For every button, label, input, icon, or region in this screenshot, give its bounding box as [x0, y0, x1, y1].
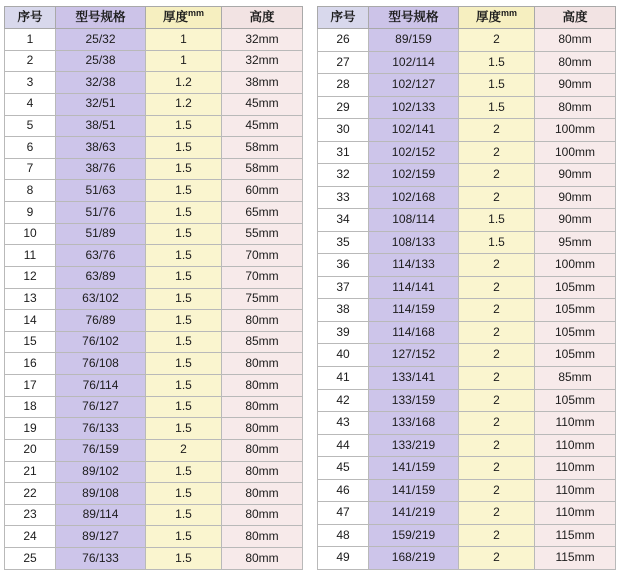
- column-header-thickness: [146, 7, 222, 29]
- cell-thickness: 1: [146, 29, 222, 51]
- cell-height: 80mm: [222, 439, 303, 461]
- cell-model: 89/114: [56, 504, 146, 526]
- cell-model: 25/38: [56, 50, 146, 72]
- cell-index: 28: [318, 74, 369, 97]
- cell-thickness: 2: [459, 389, 535, 412]
- cell-model: 141/219: [369, 502, 459, 525]
- cell-model: 108/114: [369, 209, 459, 232]
- cell-model: 114/168: [369, 321, 459, 344]
- cell-height: 100mm: [535, 254, 616, 277]
- cell-height: 38mm: [222, 72, 303, 94]
- cell-thickness: 2: [459, 119, 535, 142]
- cell-height: 105mm: [535, 276, 616, 299]
- table-row: [318, 412, 616, 435]
- cell-index: 17: [5, 375, 56, 397]
- cell-model: 141/159: [369, 479, 459, 502]
- column-header-index: 序号: [318, 7, 369, 29]
- cell-index: 31: [318, 141, 369, 164]
- column-header-thickness: [459, 7, 535, 29]
- table-row: [5, 331, 303, 353]
- cell-thickness: 1.5: [146, 158, 222, 180]
- cell-thickness: 1.5: [146, 548, 222, 570]
- cell-model: 25/32: [56, 29, 146, 51]
- cell-thickness: 2: [459, 366, 535, 389]
- cell-thickness: 2: [459, 524, 535, 547]
- cell-index: 33: [318, 186, 369, 209]
- cell-height: 115mm: [535, 547, 616, 570]
- table-row: [318, 547, 616, 570]
- cell-index: 19: [5, 418, 56, 440]
- cell-height: 110mm: [535, 502, 616, 525]
- cell-model: 89/102: [56, 461, 146, 483]
- cell-index: 27: [318, 51, 369, 74]
- cell-thickness: 2: [146, 439, 222, 461]
- cell-height: 75mm: [222, 288, 303, 310]
- cell-index: 18: [5, 396, 56, 418]
- cell-height: 80mm: [535, 96, 616, 119]
- header-row: [318, 7, 616, 29]
- cell-height: 80mm: [222, 548, 303, 570]
- cell-height: 80mm: [535, 51, 616, 74]
- cell-height: 100mm: [535, 119, 616, 142]
- cell-thickness: 2: [459, 547, 535, 570]
- column-header-thickness-text: 厚度: [162, 10, 188, 24]
- cell-index: 48: [318, 524, 369, 547]
- cell-index: 38: [318, 299, 369, 322]
- cell-index: 39: [318, 321, 369, 344]
- cell-index: 1: [5, 29, 56, 51]
- cell-thickness: 1.5: [459, 231, 535, 254]
- cell-height: 110mm: [535, 412, 616, 435]
- cell-thickness: 1.5: [146, 202, 222, 224]
- table-row: [318, 164, 616, 187]
- cell-thickness: 2: [459, 29, 535, 52]
- cell-height: 85mm: [222, 331, 303, 353]
- cell-height: 70mm: [222, 245, 303, 267]
- cell-thickness: 2: [459, 412, 535, 435]
- table-row: [318, 321, 616, 344]
- cell-model: 133/141: [369, 366, 459, 389]
- cell-model: 102/133: [369, 96, 459, 119]
- cell-height: 80mm: [222, 418, 303, 440]
- cell-model: 127/152: [369, 344, 459, 367]
- cell-thickness: 2: [459, 141, 535, 164]
- cell-height: 32mm: [222, 29, 303, 51]
- cell-index: 11: [5, 245, 56, 267]
- cell-height: 110mm: [535, 479, 616, 502]
- cell-index: 24: [5, 526, 56, 548]
- cell-index: 41: [318, 366, 369, 389]
- cell-thickness: 1.5: [459, 96, 535, 119]
- table-row: [318, 299, 616, 322]
- cell-model: 114/133: [369, 254, 459, 277]
- cell-thickness: 1.5: [146, 245, 222, 267]
- table-row: [318, 434, 616, 457]
- cell-model: 32/51: [56, 93, 146, 115]
- table-row: [5, 483, 303, 505]
- cell-height: 105mm: [535, 321, 616, 344]
- cell-height: 90mm: [535, 209, 616, 232]
- table-row: [5, 115, 303, 137]
- cell-height: 105mm: [535, 389, 616, 412]
- cell-thickness: 1.5: [146, 137, 222, 159]
- cell-model: 133/168: [369, 412, 459, 435]
- cell-height: 45mm: [222, 93, 303, 115]
- cell-index: 16: [5, 353, 56, 375]
- cell-index: 30: [318, 119, 369, 142]
- cell-index: 13: [5, 288, 56, 310]
- cell-model: 76/127: [56, 396, 146, 418]
- table-row: [318, 502, 616, 525]
- cell-model: 51/76: [56, 202, 146, 224]
- cell-height: 58mm: [222, 137, 303, 159]
- cell-index: 34: [318, 209, 369, 232]
- cell-model: 51/89: [56, 223, 146, 245]
- cell-thickness: 2: [459, 479, 535, 502]
- cell-index: 46: [318, 479, 369, 502]
- table-body-left: [5, 29, 303, 570]
- cell-index: 7: [5, 158, 56, 180]
- cell-index: 42: [318, 389, 369, 412]
- table-row: [5, 223, 303, 245]
- table-row: [318, 209, 616, 232]
- cell-model: 76/133: [56, 418, 146, 440]
- cell-height: 80mm: [222, 396, 303, 418]
- cell-model: 133/219: [369, 434, 459, 457]
- table-row: [318, 479, 616, 502]
- cell-model: 114/141: [369, 276, 459, 299]
- cell-thickness: 2: [459, 321, 535, 344]
- cell-index: 37: [318, 276, 369, 299]
- column-header-thickness-unit: mm: [501, 7, 518, 18]
- cell-index: 23: [5, 504, 56, 526]
- cell-thickness: 1.2: [146, 93, 222, 115]
- cell-thickness: 2: [459, 254, 535, 277]
- table-row: [318, 389, 616, 412]
- table-row: [318, 74, 616, 97]
- cell-index: 12: [5, 266, 56, 288]
- cell-thickness: 1.5: [146, 504, 222, 526]
- cell-thickness: 2: [459, 276, 535, 299]
- cell-model: 102/168: [369, 186, 459, 209]
- table-row: [5, 418, 303, 440]
- cell-thickness: 1.5: [146, 331, 222, 353]
- cell-thickness: 2: [459, 344, 535, 367]
- table-header-right: [318, 7, 616, 29]
- table-row: [5, 526, 303, 548]
- cell-thickness: 1.5: [146, 418, 222, 440]
- table-row: [318, 141, 616, 164]
- table-row: [5, 50, 303, 72]
- cell-thickness: 1.5: [146, 353, 222, 375]
- cell-index: 36: [318, 254, 369, 277]
- cell-thickness: 1.5: [146, 483, 222, 505]
- cell-index: 47: [318, 502, 369, 525]
- cell-model: 38/63: [56, 137, 146, 159]
- cell-thickness: 2: [459, 502, 535, 525]
- cell-index: 29: [318, 96, 369, 119]
- table-row: [318, 366, 616, 389]
- cell-model: 89/127: [56, 526, 146, 548]
- cell-model: 38/51: [56, 115, 146, 137]
- header-row: [5, 7, 303, 29]
- cell-index: 4: [5, 93, 56, 115]
- cell-height: 70mm: [222, 266, 303, 288]
- cell-index: 8: [5, 180, 56, 202]
- cell-height: 105mm: [535, 299, 616, 322]
- cell-height: 90mm: [535, 186, 616, 209]
- cell-index: 21: [5, 461, 56, 483]
- table-row: [318, 231, 616, 254]
- cell-height: 80mm: [222, 526, 303, 548]
- cell-model: 51/63: [56, 180, 146, 202]
- cell-thickness: 1.5: [146, 266, 222, 288]
- cell-height: 45mm: [222, 115, 303, 137]
- cell-model: 133/159: [369, 389, 459, 412]
- table-row: [5, 288, 303, 310]
- column-header-height: 高度: [222, 7, 303, 29]
- cell-index: 5: [5, 115, 56, 137]
- table-row: [318, 344, 616, 367]
- cell-index: 6: [5, 137, 56, 159]
- cell-index: 44: [318, 434, 369, 457]
- cell-height: 80mm: [222, 310, 303, 332]
- cell-thickness: 1.2: [146, 72, 222, 94]
- cell-model: 114/159: [369, 299, 459, 322]
- cell-height: 55mm: [222, 223, 303, 245]
- table-row: [5, 29, 303, 51]
- table-row: [5, 245, 303, 267]
- cell-index: 26: [318, 29, 369, 52]
- cell-index: 25: [5, 548, 56, 570]
- spec-table-left: [4, 6, 303, 570]
- cell-thickness: 2: [459, 434, 535, 457]
- cell-height: 80mm: [535, 29, 616, 52]
- column-header-height: 高度: [535, 7, 616, 29]
- cell-height: 110mm: [535, 457, 616, 480]
- cell-model: 76/114: [56, 375, 146, 397]
- cell-index: 49: [318, 547, 369, 570]
- cell-thickness: 1: [146, 50, 222, 72]
- cell-model: 38/76: [56, 158, 146, 180]
- cell-index: 14: [5, 310, 56, 332]
- table-row: [318, 276, 616, 299]
- cell-model: 32/38: [56, 72, 146, 94]
- table-row: [5, 396, 303, 418]
- spec-table-right: [317, 6, 616, 570]
- cell-height: 110mm: [535, 434, 616, 457]
- table-row: [318, 457, 616, 480]
- cell-model: 159/219: [369, 524, 459, 547]
- table-row: [5, 504, 303, 526]
- table-row: [318, 119, 616, 142]
- cell-height: 80mm: [222, 375, 303, 397]
- cell-model: 108/133: [369, 231, 459, 254]
- cell-model: 89/108: [56, 483, 146, 505]
- cell-thickness: 1.5: [146, 223, 222, 245]
- cell-thickness: 1.5: [146, 180, 222, 202]
- cell-thickness: 1.5: [146, 115, 222, 137]
- cell-index: 35: [318, 231, 369, 254]
- cell-model: 89/159: [369, 29, 459, 52]
- cell-index: 9: [5, 202, 56, 224]
- cell-thickness: 1.5: [459, 51, 535, 74]
- cell-model: 76/102: [56, 331, 146, 353]
- cell-model: 102/152: [369, 141, 459, 164]
- column-header-model: 型号规格: [56, 7, 146, 29]
- column-header-index: 序号: [5, 7, 56, 29]
- table-row: [5, 180, 303, 202]
- table-row: [5, 461, 303, 483]
- table-row: [318, 186, 616, 209]
- cell-thickness: 1.5: [146, 288, 222, 310]
- cell-index: 45: [318, 457, 369, 480]
- table-row: [5, 353, 303, 375]
- cell-height: 60mm: [222, 180, 303, 202]
- table-row: [318, 254, 616, 277]
- table-row: [5, 202, 303, 224]
- column-header-thickness-unit: mm: [188, 7, 205, 18]
- cell-height: 105mm: [535, 344, 616, 367]
- cell-thickness: 2: [459, 186, 535, 209]
- table-body-right: [318, 29, 616, 570]
- cell-model: 63/102: [56, 288, 146, 310]
- cell-height: 80mm: [222, 483, 303, 505]
- cell-model: 63/76: [56, 245, 146, 267]
- table-row: [5, 93, 303, 115]
- cell-model: 63/89: [56, 266, 146, 288]
- cell-thickness: 1.5: [459, 209, 535, 232]
- cell-index: 43: [318, 412, 369, 435]
- cell-thickness: 2: [459, 457, 535, 480]
- cell-thickness: 1.5: [459, 74, 535, 97]
- cell-index: 3: [5, 72, 56, 94]
- cell-index: 32: [318, 164, 369, 187]
- cell-index: 10: [5, 223, 56, 245]
- table-row: [318, 96, 616, 119]
- cell-height: 65mm: [222, 202, 303, 224]
- cell-height: 80mm: [222, 461, 303, 483]
- column-header-thickness-text: 厚度: [475, 10, 501, 24]
- cell-index: 22: [5, 483, 56, 505]
- table-row: [5, 310, 303, 332]
- cell-index: 40: [318, 344, 369, 367]
- cell-height: 58mm: [222, 158, 303, 180]
- cell-model: 102/114: [369, 51, 459, 74]
- cell-height: 90mm: [535, 164, 616, 187]
- cell-height: 95mm: [535, 231, 616, 254]
- table-header-left: [5, 7, 303, 29]
- cell-model: 102/159: [369, 164, 459, 187]
- cell-model: 76/133: [56, 548, 146, 570]
- cell-index: 2: [5, 50, 56, 72]
- cell-height: 90mm: [535, 74, 616, 97]
- cell-model: 102/141: [369, 119, 459, 142]
- cell-model: 76/159: [56, 439, 146, 461]
- cell-thickness: 1.5: [146, 461, 222, 483]
- cell-index: 15: [5, 331, 56, 353]
- table-row: [5, 137, 303, 159]
- table-row: [5, 548, 303, 570]
- cell-model: 141/159: [369, 457, 459, 480]
- cell-model: 102/127: [369, 74, 459, 97]
- cell-height: 80mm: [222, 504, 303, 526]
- table-row: [318, 524, 616, 547]
- table-row: [5, 439, 303, 461]
- cell-thickness: 2: [459, 299, 535, 322]
- table-row: [318, 51, 616, 74]
- cell-height: 80mm: [222, 353, 303, 375]
- cell-model: 76/108: [56, 353, 146, 375]
- cell-height: 115mm: [535, 524, 616, 547]
- cell-height: 85mm: [535, 366, 616, 389]
- table-row: [318, 29, 616, 52]
- cell-thickness: 1.5: [146, 310, 222, 332]
- cell-height: 32mm: [222, 50, 303, 72]
- cell-thickness: 1.5: [146, 396, 222, 418]
- cell-height: 100mm: [535, 141, 616, 164]
- cell-thickness: 2: [459, 164, 535, 187]
- table-row: [5, 72, 303, 94]
- cell-model: 76/89: [56, 310, 146, 332]
- table-row: [5, 158, 303, 180]
- column-header-model: 型号规格: [369, 7, 459, 29]
- table-row: [5, 375, 303, 397]
- cell-model: 168/219: [369, 547, 459, 570]
- cell-thickness: 1.5: [146, 375, 222, 397]
- table-row: [5, 266, 303, 288]
- cell-index: 20: [5, 439, 56, 461]
- cell-thickness: 1.5: [146, 526, 222, 548]
